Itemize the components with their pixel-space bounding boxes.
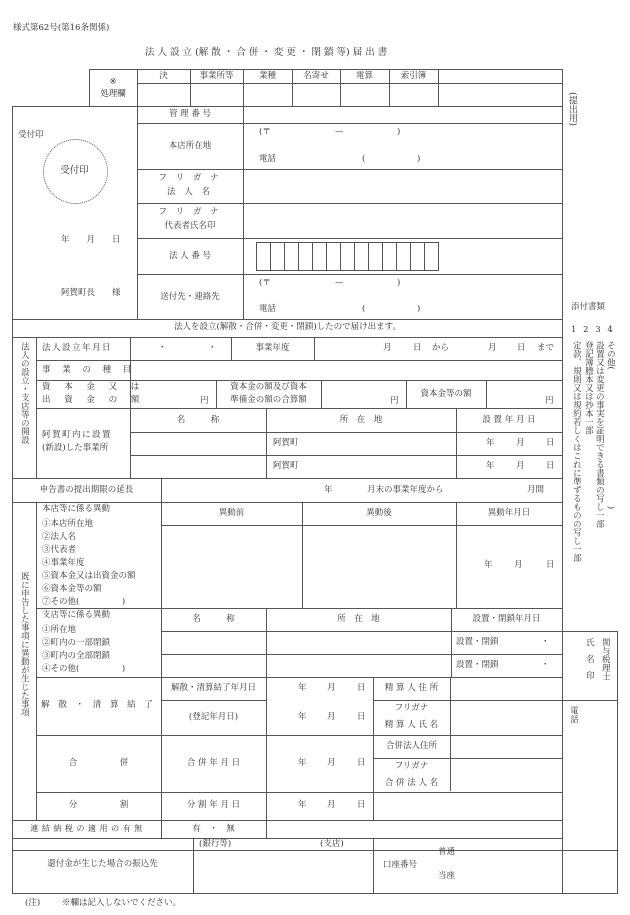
head-office-phone-close: ) <box>417 154 421 164</box>
consolidated-input[interactable] <box>267 821 562 838</box>
business-type-label: 事 業 の 種 目 <box>42 365 136 375</box>
branch-1-location-input[interactable] <box>267 632 451 654</box>
head-office-phone-open: ( <box>362 154 366 164</box>
registration-day: 日 <box>357 712 366 722</box>
dissolution-label: 解 散 ・ 清 算 結 了 <box>41 700 156 710</box>
account-type-ordinary[interactable]: 普通 <box>438 847 456 857</box>
col-before: 異動前 <box>218 508 245 518</box>
capital-equiv-yen: 円 <box>545 396 554 406</box>
split-day: 日 <box>357 800 366 810</box>
merger-date-label: 合 併 年 月 日 <box>186 758 241 768</box>
fy-from-day: 日 <box>413 343 422 353</box>
est-date-label: 法人設立年月日 <box>42 343 113 353</box>
refund-label: 還付金が生じた場合の振込先 <box>47 859 158 869</box>
submit-copy-label: (提出用) <box>566 92 577 127</box>
fiscal-year-label: 事業年度 <box>255 343 290 353</box>
dissolution-day: 日 <box>357 683 366 693</box>
branch-2-location-input[interactable] <box>267 655 451 677</box>
head-office-change-item: ⑤資本金又は出資金の額 <box>42 571 136 581</box>
registration-date-label: (登記年月日) <box>188 712 239 722</box>
capital-input[interactable] <box>131 381 216 408</box>
liquidator-address-label: 精 算 人 住 所 <box>384 683 439 693</box>
proc-col-index: 索引簿 <box>400 71 427 81</box>
reception-stamp-text: 受付印 <box>60 165 89 176</box>
office-2-name-input[interactable] <box>131 456 266 478</box>
merger-furigana-label: フリガナ <box>394 761 429 771</box>
changes-side-label: 既に申告した事項に異動が生じた事項 <box>19 572 30 717</box>
liquidator-address-input[interactable] <box>451 678 562 700</box>
branch-2-dot: ・ <box>541 660 550 670</box>
head-office-label: 本店所在地 <box>168 141 212 151</box>
col-after: 異動後 <box>366 508 392 518</box>
corp-number-digit-box[interactable] <box>382 242 397 271</box>
head-office-input[interactable] <box>244 124 562 169</box>
office-1-name-input[interactable] <box>131 433 266 455</box>
corp-number-digit-box[interactable] <box>354 242 369 271</box>
fy-from-label: から <box>432 343 450 353</box>
branch-2-name-input[interactable] <box>162 655 266 677</box>
send-to-label: 送付先・連絡先 <box>160 292 220 302</box>
branch-change-item: ④その他( ) <box>42 664 126 674</box>
change-date-month: 月 <box>514 560 523 570</box>
office-1-day: 日 <box>546 438 555 448</box>
corp-number-digit-box[interactable] <box>396 242 411 271</box>
head-office-change-item: ⑥資本金等の額 <box>42 584 102 594</box>
capital-label-2: 出 資 金 の 額 <box>42 395 145 405</box>
corp-number-digit-box[interactable] <box>298 242 313 271</box>
proc-col-office: 事業所等 <box>199 71 234 81</box>
attachments-numbers: 1 2 3 4 <box>571 325 615 335</box>
split-month: 月 <box>327 800 336 810</box>
extension-year: 年 <box>324 485 333 495</box>
split-label: 分 割 <box>68 800 129 810</box>
merger-label: 合 併 <box>68 758 129 768</box>
consolidated-options[interactable]: 有 ・ 無 <box>192 824 235 834</box>
office-1-year: 年 <box>486 438 495 448</box>
fy-from-month: 月 <box>383 343 392 353</box>
corp-name-input[interactable] <box>244 170 562 203</box>
before-input[interactable] <box>162 526 302 608</box>
office-1-month: 月 <box>516 438 525 448</box>
capital-label-1: 資 本 金 又 は <box>42 382 145 392</box>
dissolution-month: 月 <box>327 683 336 693</box>
branch-change-item: ②町内の一部閉鎖 <box>42 638 111 648</box>
tax-accountant-phone-input[interactable] <box>563 701 617 893</box>
merger-corp-address-label: 合併法人住所 <box>385 741 437 751</box>
merger-corp-name-input[interactable] <box>451 759 562 792</box>
after-input[interactable] <box>303 526 456 608</box>
capital-yen: 円 <box>200 396 209 406</box>
head-office-change-title: 本店等に係る異動 <box>42 504 111 514</box>
attachments-title: 添付書類 <box>571 302 606 312</box>
refund-bank-label: (銀行等) <box>199 839 232 849</box>
head-office-change-item: ①本店所在地 <box>42 519 94 529</box>
capital-total-label-2: 準備金の額の合算額 <box>230 395 307 405</box>
fy-to-label: まで <box>537 343 555 353</box>
office-2-location-input[interactable] <box>300 456 456 478</box>
tax-accountant-label-2: 氏名印 <box>584 638 595 688</box>
send-to-phone-open: ( <box>362 304 366 314</box>
branch-col-location: 所 在 地 <box>337 614 380 624</box>
merger-month: 月 <box>327 758 336 768</box>
dissolution-year: 年 <box>298 683 307 693</box>
office-col-location: 所 在 地 <box>339 415 383 425</box>
merger-corp-address-input[interactable] <box>451 736 562 758</box>
head-office-change-items <box>42 518 136 609</box>
extension-months: 月間 <box>527 485 545 495</box>
rep-furigana-label: フ リ ガ ナ <box>158 207 222 217</box>
branch-1-open-close[interactable]: 設置・閉鎖 <box>456 637 499 647</box>
split-input[interactable] <box>374 793 562 820</box>
account-number-input[interactable] <box>462 839 562 893</box>
office-label-1: 阿賀町内に設置 <box>42 430 113 440</box>
branch-col-date: 設置・閉鎖年月日 <box>472 614 541 624</box>
head-office-change-item: ④事業年度 <box>42 558 85 568</box>
merger-corp-name-label: 合 併 法 人 名 <box>384 778 439 788</box>
corp-number-digit-box[interactable] <box>284 242 299 271</box>
split-date-label: 分 割 年 月 日 <box>186 800 241 810</box>
fiscal-year-input[interactable] <box>315 338 562 360</box>
capital-total-input[interactable] <box>322 381 406 408</box>
est-date-dot-1: ・ <box>158 343 167 353</box>
send-to-input[interactable] <box>244 275 562 319</box>
change-date-day: 日 <box>546 560 555 570</box>
proc-col-densan: 電算 <box>355 71 373 81</box>
head-office-phone-label: 電話 <box>259 154 277 164</box>
capital-equiv-input[interactable] <box>487 381 562 408</box>
corp-number-digit-box[interactable] <box>340 242 355 271</box>
office-2-month: 月 <box>516 461 525 471</box>
head-office-postal-prefix: (〒 <box>259 127 271 137</box>
office-col-date: 設 置 年 月 日 <box>482 415 536 425</box>
office-1-location-input[interactable] <box>300 433 456 455</box>
office-2-town: 阿賀町 <box>273 461 299 471</box>
corp-number-digit-box[interactable] <box>312 242 327 271</box>
corp-number-digit-box[interactable] <box>256 242 271 271</box>
business-type-input[interactable] <box>131 361 562 380</box>
capital-total-yen: 円 <box>390 396 399 406</box>
change-date-year: 年 <box>484 560 493 570</box>
office-2-day: 日 <box>546 461 555 471</box>
fy-to-day: 日 <box>517 343 526 353</box>
reception-date: 年 月 日 <box>61 235 121 245</box>
establishment-side-label: 法人の設立・支店等の開設 <box>19 342 30 444</box>
refund-bank-input[interactable] <box>194 851 373 893</box>
refund-branch-label: (支店) <box>320 839 344 849</box>
est-date-input[interactable] <box>131 338 231 360</box>
notice-text: 法人を設立(解散・合併・変更・閉鎖)したので届け出ます。 <box>174 322 401 332</box>
corp-number-digit-box[interactable] <box>368 242 383 271</box>
corp-number-digit-box[interactable] <box>270 242 285 271</box>
dissolution-date-label: 解散・清算結了年月日 <box>170 683 256 693</box>
footnote-label: (注) <box>25 898 41 908</box>
capital-total-label-1: 資本金の額及び資本 <box>230 382 307 392</box>
col-change-date: 異動年月日 <box>487 508 531 518</box>
extension-input[interactable] <box>162 479 562 502</box>
head-office-change-item: ②法人名 <box>42 532 77 542</box>
corp-number-label: 法 人 番 号 <box>168 251 212 261</box>
proc-col-nayose: 名寄せ <box>303 71 329 81</box>
office-1-town: 阿賀町 <box>273 438 299 448</box>
attachment-1: 定款、規則又は規約若しくはこれに準ずるものの写し一部 <box>571 341 582 562</box>
tax-accountant-phone-label: 電話 <box>568 706 579 723</box>
proc-col-industry: 業種 <box>258 71 276 81</box>
corp-name-label: 法 人 名 <box>167 187 213 197</box>
footnote-text: ※欄は記入しないでください。 <box>62 898 182 908</box>
office-label-2: (新設)した事業所 <box>42 443 109 453</box>
corp-name-furigana-label: フ リ ガ ナ <box>158 173 222 183</box>
send-to-phone-label: 電話 <box>259 304 277 314</box>
branch-1-dot: ・ <box>541 637 550 647</box>
processing-mark: ※ <box>109 77 117 87</box>
reception-addressee: 阿賀町長 様 <box>61 288 121 298</box>
corp-number-digit-box[interactable] <box>424 242 439 271</box>
form-title: 法 人 設 立 (解 散 ・ 合 併 ・ 変 更 ・ 閉 鎖 等) 届 出 書 <box>145 47 388 58</box>
tax-accountant-label-1: 関与税理士 <box>600 638 611 681</box>
branch-change-item: ①所在地 <box>42 625 77 635</box>
extension-text: 月末の事業年度から <box>367 485 444 495</box>
head-office-change-item: ⑦その他( ) <box>42 597 126 607</box>
est-date-dot-2: ・ <box>208 343 217 353</box>
corp-number-boxes <box>256 242 439 271</box>
account-number-label: 口座番号 <box>383 860 418 870</box>
liquidator-furigana-label: フリガナ <box>394 703 429 713</box>
branch-change-title: 支店等に係る異動 <box>42 610 111 620</box>
head-office-postal-dash: — <box>335 127 344 137</box>
branch-2-open-close[interactable]: 設置・閉鎖 <box>456 660 499 670</box>
corp-number-digit-box[interactable] <box>410 242 425 271</box>
send-to-postal-dash: — <box>335 278 344 288</box>
fy-to-month: 月 <box>488 343 497 353</box>
liquidator-name-input[interactable] <box>451 701 562 735</box>
attachment-4: その他( ) <box>605 341 616 510</box>
capital-equiv-label: 資本金等の額 <box>420 389 472 399</box>
proc-col-ketsu: 決 <box>159 71 168 81</box>
send-to-postal-prefix: (〒 <box>259 278 271 288</box>
head-office-change-item: ③代表者 <box>42 545 77 555</box>
branch-col-name: 名 称 <box>192 614 235 624</box>
attachment-2: 登記簿謄本又は抄本一部 <box>583 341 594 435</box>
merger-day: 日 <box>357 758 366 768</box>
processing-label: 処理欄 <box>100 89 126 99</box>
branch-change-item: ③町内の全部閉鎖 <box>42 651 111 661</box>
branch-change-items <box>42 624 125 676</box>
head-office-postal-close: ) <box>397 127 401 137</box>
account-type-current[interactable]: 当座 <box>438 871 456 881</box>
liquidator-name-label: 精 算 人 氏 名 <box>384 720 439 730</box>
branch-1-name-input[interactable] <box>162 632 266 654</box>
registration-year: 年 <box>298 712 307 722</box>
office-2-year: 年 <box>486 461 495 471</box>
reception-label: 受付印 <box>18 130 44 140</box>
form-number: 様式第62号(第16条関係) <box>13 23 110 33</box>
send-to-postal-close: ) <box>397 278 401 288</box>
office-col-name: 名 称 <box>176 415 220 425</box>
extension-label: 申告書の提出期限の延長 <box>39 485 134 495</box>
send-to-phone-close: ) <box>417 304 421 314</box>
rep-name-label: 代表者氏名印 <box>164 221 216 231</box>
split-year: 年 <box>298 800 307 810</box>
rep-name-input[interactable] <box>244 204 562 238</box>
merger-year: 年 <box>298 758 307 768</box>
registration-month: 月 <box>327 712 336 722</box>
management-number-label: 管 理 番 号 <box>168 109 212 119</box>
corp-number-digit-box[interactable] <box>326 242 341 271</box>
management-number-input[interactable] <box>244 107 562 123</box>
consolidated-label: 連 結 納 税 の 適 用 の 有 無 <box>30 824 143 833</box>
attachment-3: 設置又は変更の事実を証明できる書類の写し一部 <box>594 341 605 528</box>
